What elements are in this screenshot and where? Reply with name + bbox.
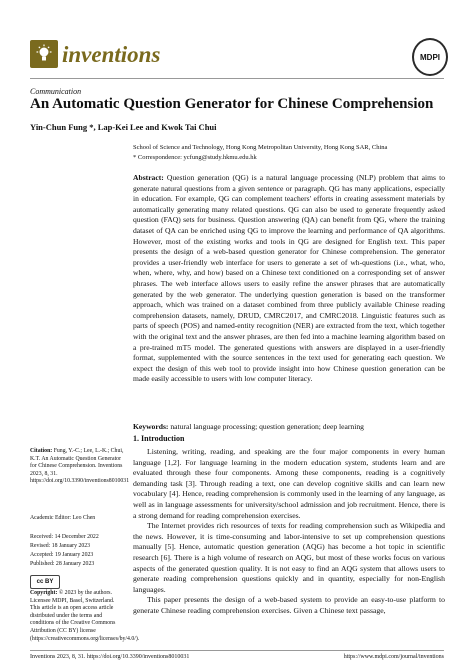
date-revised: Revised: 18 January 2023 [30,543,91,549]
body-text [133,447,445,617]
citation-label: Citation: [30,448,53,454]
citation-text: Fung, Y.-C.; Lee, L.-K.; Chui, K.T. An Automatic Question Generator for Chinese Comprehension. Inventions 2023, 8, 31. https://doi.org/10.3390/inventions8010031 [30,448,130,485]
section-heading: 1. Introduction [133,434,185,443]
date-accepted: Accepted: 19 January 2023 [30,552,94,558]
footer-citation: Inventions 2023, 8, 31. https://doi.org/10.3390/inventions8010031 [30,654,190,660]
article-title: An Automatic Question Generator for Chinese Comprehension [30,96,434,112]
abstract-text: Question generation (QG) is a natural language processing (NLP) problem that aims to generate natural questions from a given sentence or paragraph. QG has many applications, especially in education. For example, QG can complement teachers' efforts in creating assessment materials by automatically generating many related questions. QG can also be used to generate frequently asked question (FAQ) sets for business. Question answering (QA) can benefit from QG, where the training dataset of QA can be enriched using QG to improve the learning and performance of QA algorithms. However, most of the existing works and tools in QG are designed for English text. This paper presents the design of a web-based question generator for Chinese comprehension. The generator provides a user-friendly web interface for users to generate a set of wh-questions (i.e., what, who, when, where, why, and how) based on a Chinese text conditioned on a corresponding set of answer phrases. The web interface allows users to easily refine the answer phrases that are automatically generated by the web generator. The underlying question generation is based on the transformer approach, which was trained on a dataset combined from three publicly available Chinese reading comprehension datasets, namely, DRUD, CMRC2017, and CMRC2018. Linguistic features such as parts of speech (POS) and named-entity recognition (NER) are extracted from the text, which together with the original text and the answer phrases, are then fed into a machine learning algorithm based on a pre-trained mT5 model. The generated questions with answers are displayed in a user-friendly format, supplemented with the source sentences in the text used for generating each question. We expect the design of this web tool to provide insight into how Chinese question generation can be made easily accessible to users with low computer literacy. [133,173,445,384]
citation [30,448,130,486]
footer-rule [30,650,444,651]
paragraph: This paper presents the design of a web-based system to provide an easy-to-use platform to generate Chinese reading comprehension exercises. Given a Chinese text passage, [133,595,445,615]
footer-journal-link[interactable]: https://www.mdpi.com/journal/inventions [343,654,444,660]
date-received: Received: 14 December 2022 [30,534,99,540]
header-rule [30,78,444,79]
copyright-label: Copyright: [30,590,58,596]
journal-logo-icon [30,40,58,68]
correspondence: * Correspondence: ycfung@study.hkmu.edu.hk [133,154,257,161]
affiliation: School of Science and Technology, Hong Kong Metropolitan University, Hong Kong SAR, China [133,144,388,151]
paragraph: Listening, writing, reading, and speaking are the four major components in every human language [1,2]. For language learning in the modern education system, students learn and are evaluated through these four components. Among these components, reading is a cognitively demanding task [3]. Through reading a text, one can develop cognitive skills and can learn new vocabulary [4]. Hence, reading comprehension is commonly used in the learning of any language, as well as in language assessments for university/school admission and job recruitment. Hence, there is a strong demand for reading comprehension exercises. [133,447,445,520]
mdpi-logo: MDPI [412,38,448,76]
keywords-text: natural language processing; question generation; deep learning [170,422,364,431]
paragraph: The Internet provides rich resources of texts for reading comprehension such as Wikipedia and the news. However, it is time-consuming and labor-intensive to set up comprehension questions manually [5]. Hence, automatic question generation (AQG) has become a hot topic in scientific research [6]. There is a high volume of research on AQG, but most of these works focus on various aspects of the generated question quality. It is not easy to find an AQG system that allows users to generate reading comprehension questions quickly and in quantity, especially for non-English languages. [133,521,445,594]
copyright-text: © 2023 by the authors. Licensee MDPI, Basel, Switzerland. This article is an open access article distributed under the terms and conditions of the Creative Commons Attribution (CC BY) license (https://creativecommons.org/licenses/by/4.0/). [30,590,140,642]
date-published: Published: 28 January 2023 [30,561,95,567]
keywords [133,422,445,433]
keywords-label: Keywords: [133,422,169,431]
article-authors: Yin-Chun Fung *, Lap-Kei Lee and Kwok Tai Chui [30,122,217,132]
cc-by-license-icon: cc BY [30,575,60,589]
abstract-label: Abstract: [133,173,164,182]
academic-editor: Academic Editor: Leo Chen [30,515,96,521]
abstract [133,173,445,385]
copyright [30,590,140,643]
journal-name: inventions [62,42,161,67]
article-type: Communication [30,87,82,96]
